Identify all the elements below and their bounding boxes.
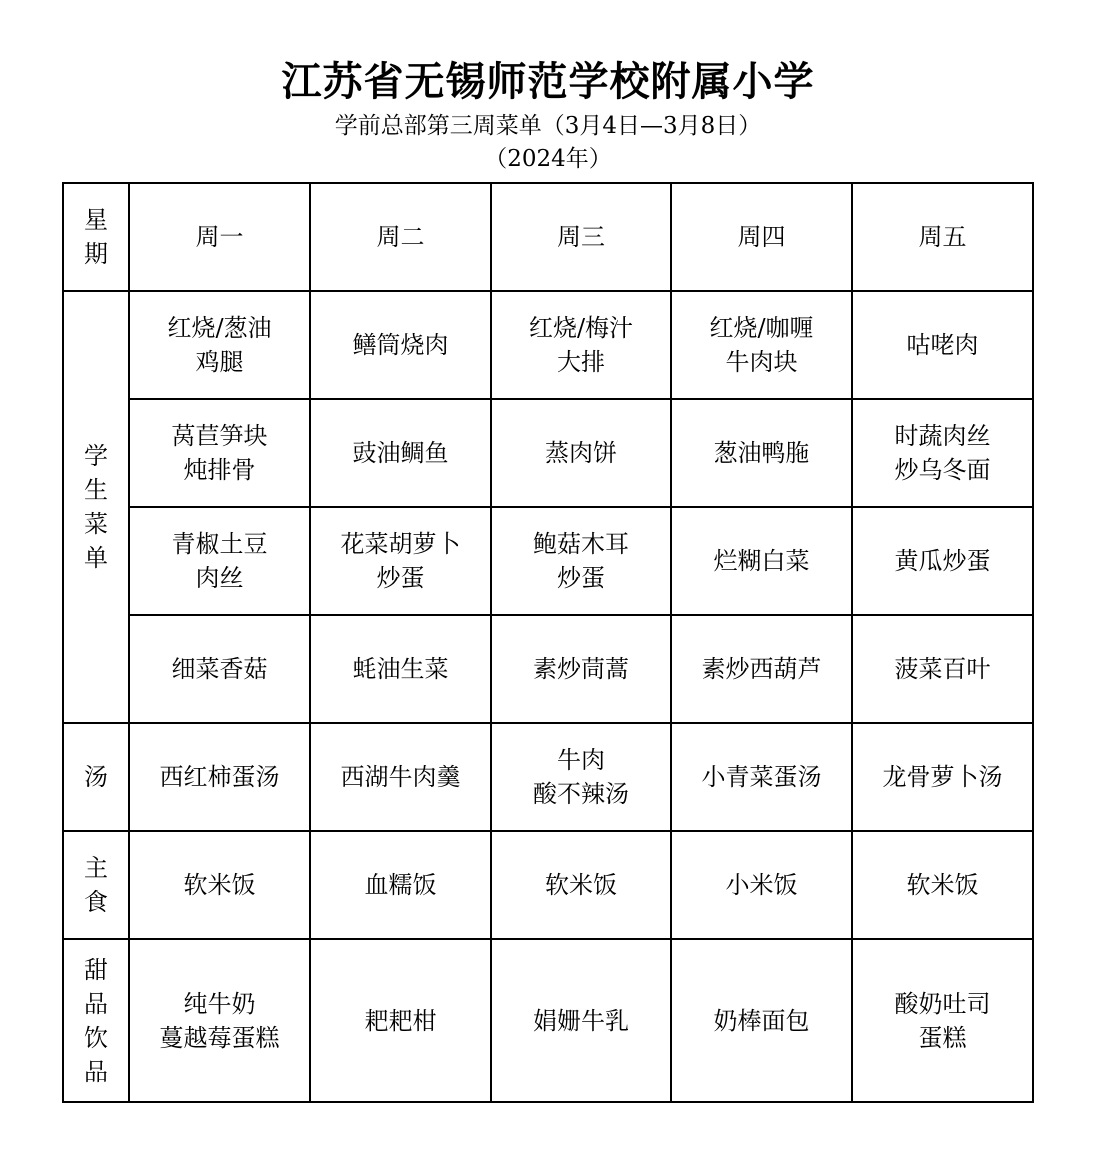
dessert-cell	[491, 939, 671, 1102]
staple-row	[63, 831, 1033, 939]
dish-text: 蚝油生菜	[352, 655, 449, 683]
staple-label-cell	[63, 831, 129, 939]
staple-text: 小米饭	[725, 871, 798, 899]
day-header-wed: 周三	[491, 183, 671, 291]
dessert-text: 纯牛奶	[183, 989, 256, 1018]
soup-text: 西湖牛肉羹	[340, 763, 461, 791]
student-menu-label-char: 单	[84, 544, 108, 572]
student-menu-label-char: 生	[84, 476, 108, 504]
dessert-cell	[671, 939, 852, 1102]
dessert-text: 蛋糕	[918, 1023, 967, 1052]
dish-cell	[310, 399, 491, 507]
dish-cell	[671, 291, 852, 399]
dish-text: 时蔬肉丝	[894, 422, 991, 450]
dish-text: 肉丝	[195, 564, 244, 592]
day-header-fri: 周五	[852, 183, 1033, 291]
dessert-label-char: 甜	[84, 955, 108, 984]
page-title: 江苏省无锡师范学校附属小学	[281, 59, 815, 105]
weekday-label-char: 期	[84, 240, 108, 268]
table-row	[63, 507, 1033, 615]
dish-text: 青椒土豆	[171, 530, 268, 558]
dessert-text: 奶棒面包	[713, 1006, 810, 1035]
soup-cell	[852, 723, 1033, 831]
day-header-mon: 周一	[129, 183, 310, 291]
dessert-label-char: 饮	[84, 1023, 108, 1052]
dish-cell	[491, 291, 671, 399]
dish-text: 鳝筒烧肉	[352, 331, 449, 359]
dessert-cell	[310, 939, 491, 1102]
dish-cell	[129, 291, 310, 399]
dish-cell	[310, 615, 491, 723]
weekday-label-cell	[63, 183, 129, 291]
staple-cell	[310, 831, 491, 939]
day-header-thu: 周四	[671, 183, 852, 291]
dish-cell	[129, 507, 310, 615]
dish-cell	[852, 291, 1033, 399]
dish-cell	[852, 399, 1033, 507]
dish-text: 黄瓜炒蛋	[894, 547, 991, 575]
staple-cell	[671, 831, 852, 939]
staple-text: 血糯饭	[364, 871, 437, 899]
student-menu-label-char: 菜	[84, 510, 108, 538]
dish-text: 烂糊白菜	[713, 547, 810, 575]
dish-text: 鸡腿	[195, 348, 244, 376]
staple-cell	[852, 831, 1033, 939]
soup-cell	[671, 723, 852, 831]
table-row	[63, 291, 1033, 399]
dish-text: 大排	[557, 348, 605, 376]
staple-cell	[129, 831, 310, 939]
menu-year: （2024年）	[484, 146, 612, 172]
soup-text: 牛肉	[557, 746, 605, 774]
dessert-text: 蔓越莓蛋糕	[159, 1023, 280, 1052]
dish-text: 炖排骨	[183, 456, 256, 484]
table-row	[63, 615, 1033, 723]
dish-cell	[491, 615, 671, 723]
dish-text: 炒蛋	[376, 564, 425, 592]
dish-text: 花菜胡萝卜	[340, 530, 461, 558]
dish-cell	[129, 399, 310, 507]
soup-text: 小青菜蛋汤	[701, 763, 822, 791]
dessert-label-char: 品	[84, 1057, 108, 1086]
staple-label-char: 主	[84, 854, 108, 882]
staple-label-char: 食	[84, 888, 108, 916]
dish-text: 红烧/梅汁	[528, 314, 634, 342]
dish-text: 菠菜百叶	[894, 655, 991, 683]
dish-text: 莴苣笋块	[171, 422, 268, 450]
day-header-tue: 周二	[310, 183, 491, 291]
table-row	[63, 399, 1033, 507]
dish-text: 红烧/咖喱	[709, 314, 814, 342]
dish-text: 素炒西葫芦	[701, 655, 822, 683]
dessert-text: 酸奶吐司	[894, 989, 991, 1018]
dessert-label-cell	[63, 939, 129, 1102]
dish-text: 细菜香菇	[171, 655, 268, 683]
dish-cell	[129, 615, 310, 723]
dessert-text: 耙耙柑	[364, 1006, 437, 1035]
soup-text: 西红柿蛋汤	[159, 763, 280, 791]
dessert-row	[63, 939, 1033, 1102]
staple-text: 软米饭	[906, 871, 979, 899]
dish-text: 豉油鲷鱼	[352, 439, 449, 467]
dish-text: 素炒茼蒿	[533, 655, 629, 683]
dish-cell	[310, 291, 491, 399]
dish-text: 蒸肉饼	[545, 439, 617, 467]
soup-label-char: 汤	[84, 763, 108, 791]
dish-cell	[852, 507, 1033, 615]
menu-subtitle: 学前总部第三周菜单（3月4日—3月8日）	[334, 113, 762, 139]
dish-text: 红烧/葱油	[167, 314, 272, 342]
weekday-label-char: 星	[84, 206, 108, 234]
table-header-row	[63, 183, 1033, 291]
staple-text: 软米饭	[183, 871, 256, 899]
soup-text: 酸不辣汤	[533, 780, 629, 808]
dish-text: 牛肉块	[725, 348, 798, 376]
dish-cell	[671, 615, 852, 723]
soup-cell	[129, 723, 310, 831]
student-menu-label-cell	[63, 291, 129, 723]
dish-text: 炒乌冬面	[894, 456, 991, 484]
weekly-menu-table	[62, 182, 1034, 1103]
dessert-cell	[852, 939, 1033, 1102]
dish-text: 鲍菇木耳	[533, 530, 629, 558]
soup-label-cell	[63, 723, 129, 831]
student-menu-label-char: 学	[84, 442, 108, 470]
soup-cell	[491, 723, 671, 831]
soup-text: 龙骨萝卜汤	[882, 763, 1003, 791]
soup-cell	[310, 723, 491, 831]
soup-row	[63, 723, 1033, 831]
staple-cell	[491, 831, 671, 939]
staple-text: 软米饭	[545, 871, 617, 899]
dish-cell	[491, 399, 671, 507]
dish-text: 咕咾肉	[906, 331, 979, 359]
dish-text: 葱油鸭胣	[713, 439, 810, 467]
dish-cell	[671, 507, 852, 615]
dish-cell	[852, 615, 1033, 723]
dish-text: 炒蛋	[557, 564, 605, 592]
dessert-text: 娟姗牛乳	[533, 1006, 629, 1035]
dish-cell	[310, 507, 491, 615]
dish-cell	[491, 507, 671, 615]
dish-cell	[671, 399, 852, 507]
dessert-cell	[129, 939, 310, 1102]
dessert-label-char: 品	[84, 989, 108, 1018]
